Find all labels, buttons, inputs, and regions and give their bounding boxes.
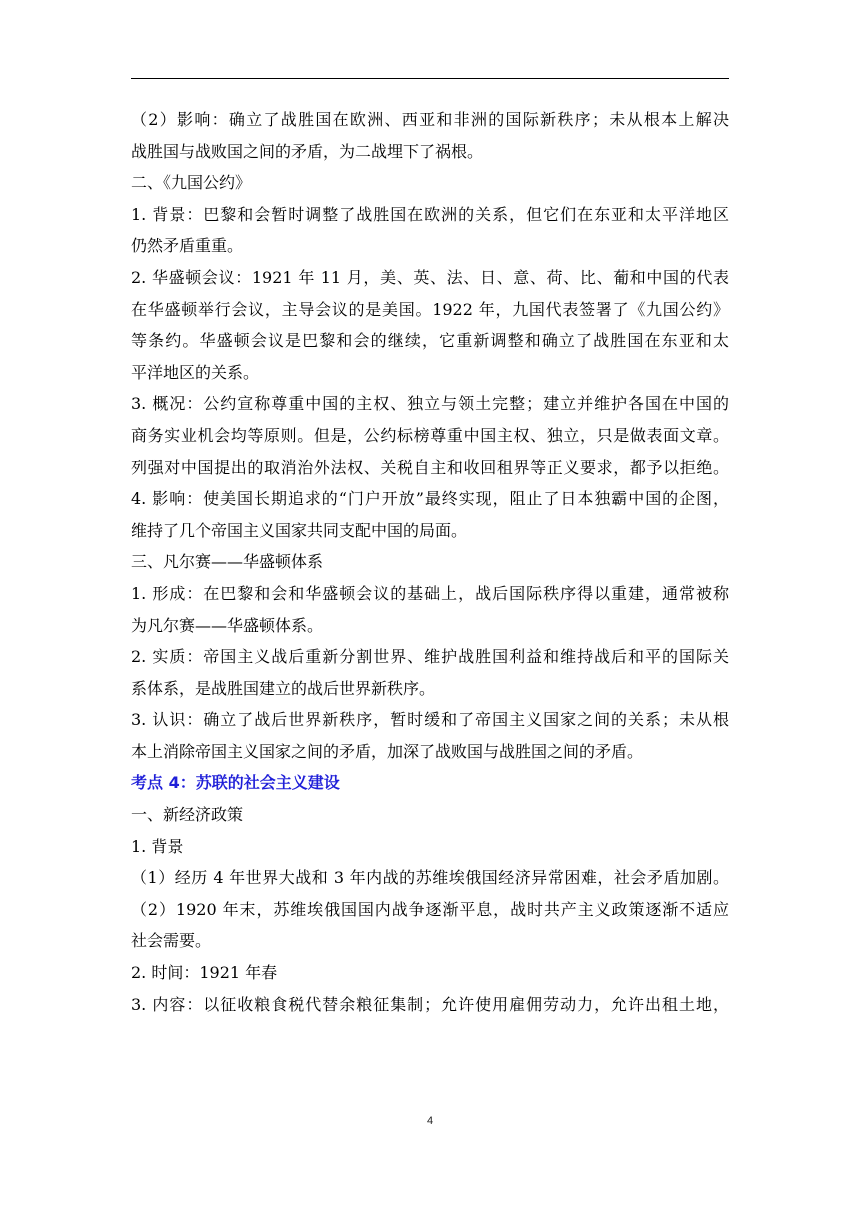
text-line: 2. 华盛顿会议：1921 年 11 月，美、英、法、日、意、荷、比、葡和中国的代表 <box>131 267 729 287</box>
text-line: 系体系，是战胜国建立的战后世界新秩序。 <box>131 678 436 698</box>
text-line: 在华盛顿举行会议，主导会议的是美国。1922 年，九国代表签署了《九国公约》 <box>131 299 729 319</box>
text-line: 维持了几个帝国主义国家共同支配中国的局面。 <box>131 520 468 540</box>
text-line: 平洋地区的关系。 <box>131 362 260 382</box>
text-line: 3. 概况：公约宣称尊重中国的主权、独立与领土完整；建立并维护各国在中国的 <box>131 394 729 414</box>
text-line: 社会需要。 <box>131 931 212 951</box>
text-line: 战胜国与战败国之间的矛盾，为二战埋下了祸根。 <box>131 141 484 161</box>
section-heading: 二、《九国公约》 <box>131 173 252 193</box>
text-line: 1. 形成：在巴黎和会和华盛顿会议的基础上，战后国际秩序得以重建，通常被称 <box>131 583 729 603</box>
page-number: 4 <box>426 1115 434 1127</box>
text-line: 1. 背景 <box>131 836 184 856</box>
topic-heading: 考点 4：苏联的社会主义建设 <box>131 773 340 793</box>
text-line: 本上消除帝国主义国家之间的矛盾，加深了战败国与战胜国之间的矛盾。 <box>131 741 644 761</box>
text-line: 商务实业机会均等原则。但是，公约标榜尊重中国主权、独立，只是做表面文章。 <box>131 425 729 445</box>
text-line: 仍然矛盾重重。 <box>131 236 244 256</box>
body-text <box>131 104 729 1020</box>
text-line: 1. 背景：巴黎和会暂时调整了战胜国在欧洲的关系，但它们在东亚和太平洋地区 <box>131 204 729 224</box>
section-heading: 三、凡尔赛——华盛顿体系 <box>131 552 324 572</box>
text-line: （2）1920 年末，苏维埃俄国国内战争逐渐平息，战时共产主义政策逐渐不适应 <box>131 899 729 919</box>
section-heading: 一、新经济政策 <box>131 805 244 825</box>
text-line: 4. 影响：使美国长期追求的“门户开放”最终实现，阻止了日本独霸中国的企图， <box>131 489 729 509</box>
text-line: 为凡尔赛——华盛顿体系。 <box>131 615 324 635</box>
text-line: 等条约。华盛顿会议是巴黎和会的继续，它重新调整和确立了战胜国在东亚和太 <box>131 331 729 351</box>
text-line: 2. 实质：帝国主义战后重新分割世界、维护战胜国利益和维持战后和平的国际关 <box>131 647 729 667</box>
text-line: （2）影响：确立了战胜国在欧洲、西亚和非洲的国际新秩序；未从根本上解决 <box>131 110 729 129</box>
header-rule <box>131 78 729 79</box>
text-line: 3. 内容：以征收粮食税代替余粮征集制；允许使用雇佣劳动力，允许出租土地， <box>131 994 729 1014</box>
text-line: 3. 认识：确立了战后世界新秩序，暂时缓和了帝国主义国家之间的关系；未从根 <box>131 710 729 730</box>
text-line: 2. 时间：1921 年春 <box>131 963 278 983</box>
text-line: 列强对中国提出的取消治外法权、关税自主和收回租界等正义要求，都予以拒绝。 <box>131 457 729 477</box>
text-line: （1）经历 4 年世界大战和 3 年内战的苏维埃俄国经济异常困难，社会矛盾加剧。 <box>131 868 729 888</box>
